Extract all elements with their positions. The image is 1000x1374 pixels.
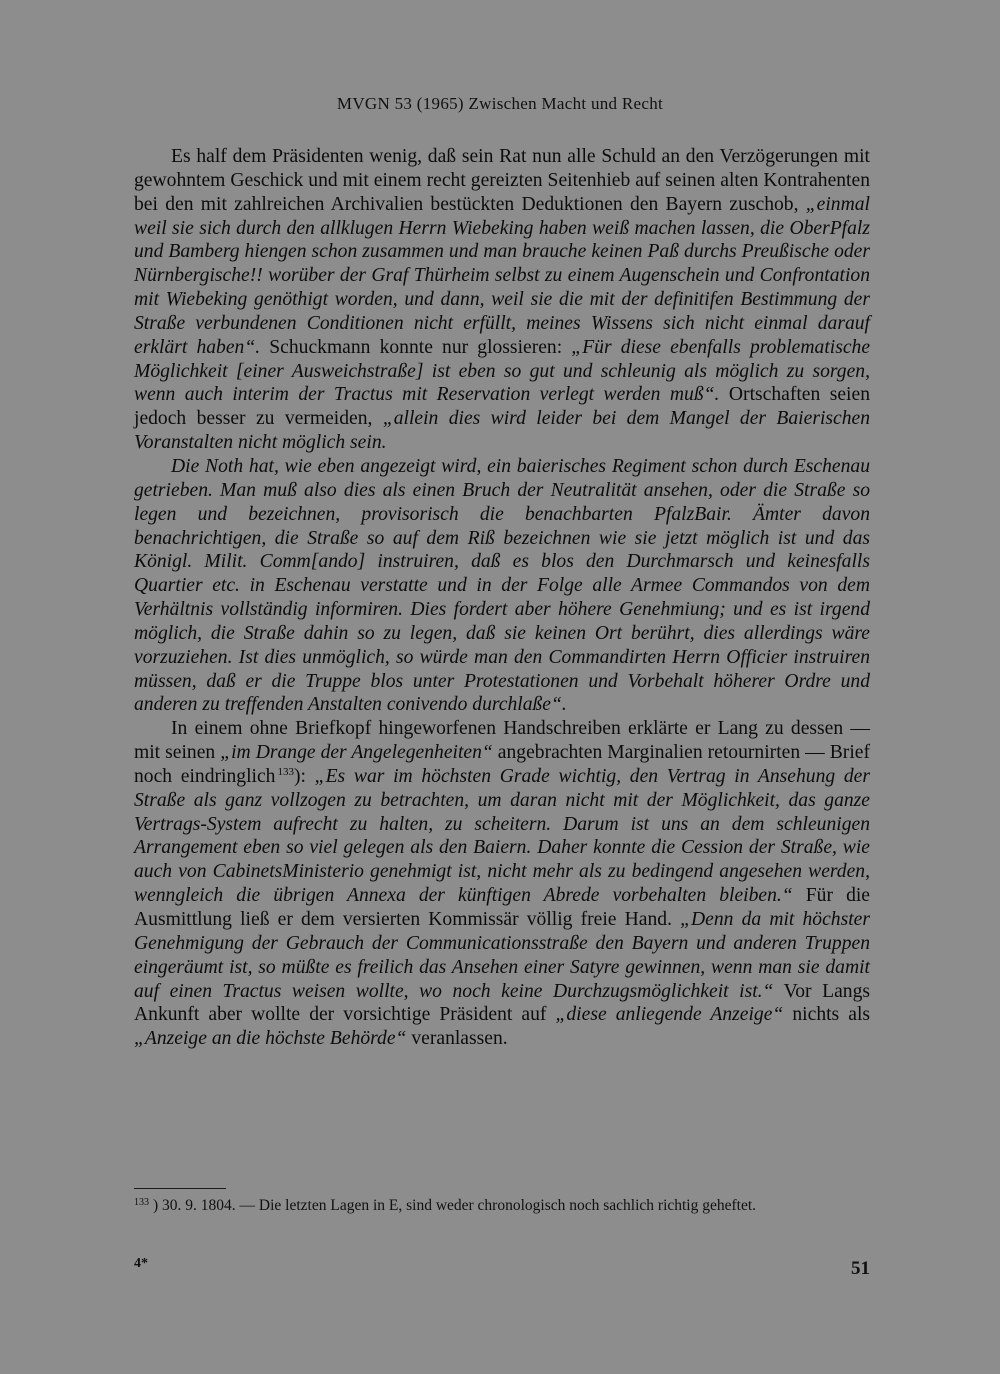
paragraph-text: angebrachten Marginalien retournirten — Brief noch eindringlich — [134, 742, 870, 787]
footnote-reference: 133 — [277, 765, 294, 778]
footnote-mark: 133 — [134, 1197, 149, 1208]
page-number: 51 — [851, 1258, 870, 1279]
paragraph-text: ): — [293, 765, 315, 787]
paragraph-text: nichts als — [783, 1004, 871, 1026]
signature-mark: 4* — [134, 1256, 148, 1271]
paragraph — [134, 455, 870, 717]
quotation-text: „Anzeige an die höchste Behörde“ — [134, 1028, 407, 1050]
paragraph-text: Es half dem Präsidenten wenig, daß sein Rat nun alle Schuld an den Verzögerungen mit gewohntem Geschick und mit einem recht gereizten Seitenhieb auf seinen alten Kontrahenten bei den mit zahlreichen Archivalien bestückten Deduktionen den Bayern zuschob, — [134, 146, 870, 215]
quotation-text: Die Noth hat, wie eben angezeigt wird, ein baierisches Regiment schon durch Eschenau getrieben. Man muß also dies als einen Bruch der Neutralität ansehen, oder die Straße so legen und bezeichnen, provisorisch die benachbarten PfalzBair. Ämter davon benachrichtigen, die Straße so auf dem Riß bezeichnen wie sie jetzt möglich ist und das Königl. Milit. Comm[ando] instruiren, daß es blos den Durchmarsch und keinesfalls Quartier etc. in Eschenau verstatte und in der Folge alle Armee Commandos von dem Verhältnis vollständig informiren. Dies fordert aber höhere Genehmiung; und es ist irgend möglich, die Straße dahin so zu legen, daß sie keinen Ort berührt, dies allerdings wäre vorzuziehen. Ist dies unmöglich, so würde man den Commandirten Herrn Officier instruiren müssen, daß er die Truppe blos unter Protestationen und Vorbehalt höherer Ordre und anderen zu treffenden Anstalten conivendo durchlaße“. — [134, 455, 870, 716]
footnote — [134, 1196, 870, 1216]
paragraph — [134, 145, 870, 455]
quotation-text: „im Drange der Angelegenheiten“ — [220, 742, 493, 764]
quotation-text: „diese anliegende Anzeige“ — [555, 1004, 784, 1026]
running-header: MVGN 53 (1965) Zwischen Macht und Recht — [336, 94, 664, 113]
quotation-text: „einmal weil sie sich durch den allklugen Herrn Wiebeking haben weiß machen lassen, die OberPfalz und Bamberg hiengen schon zusammen und man brauche keinen Paß durchs Preußische oder Nürnbergische!! worüber der Graf Thürheim selbst zu einem Augenschein und Confrontation mit Wiebeking genöthigt worden, und dann, weil sie die mit der definitifen Bestimmung der Straße verbundenen Conditionen nicht erfüllt, meines Wissens sich nicht einmal darauf erklärt haben“. — [134, 193, 870, 358]
footnote-rule — [134, 1188, 226, 1189]
footnote-text: ) 30. 9. 1804. — Die letzten Lagen in E, sind weder chronologisch noch sachlich richtig geheftet. — [153, 1197, 757, 1214]
quotation-text: „Für diese ebenfalls problematische Möglichkeit [einer Ausweichstraße] ist eben so gut und schleunig als möglich zu sorgen, wenn auch interim der Tractus mit Reservation verlegt werden muß“. — [134, 336, 871, 406]
quotation-text: „allein dies wird leider bei dem Mangel der Baierischen Voranstalten nicht möglich sein. — [134, 408, 870, 454]
paragraph-text: Für die Ausmittlung ließ er dem versierten Kommissär völlig freie Hand. — [134, 885, 871, 930]
quotation-text: „Denn da mit höchster Genehmigung der Gebrauch der Communicationsstraße den Bayern und anderen Truppen eingeräumt ist, so müßte es freilich das Ansehen einer Satyre gewinnen, wenn man sie damit auf einen Tractus weisen wollte, wo noch keine Durchzugsmöglichkeit ist.“ — [134, 909, 870, 1002]
paragraph-text: Vor Langs Ankunft aber wollte der vorsichtige Präsident auf — [134, 980, 870, 1026]
paragraph — [134, 717, 870, 1051]
paragraph-text: Ortschaften seien jedoch besser zu vermeiden, — [134, 384, 870, 430]
quotation-text: „Es war im höchsten Grade wichtig, den Vertrag in Ansehung der Straße als ganz vollzogen zu betrachten, um daran nicht mit der Möglichkeit, das ganze Vertrags-System aufrecht zu halten, zu scheitern. Darum ist uns an dem schleunigen Arrangement eben so viel gelegen als den Baiern. Daher konnte die Cession der Straße, wie auch von CabinetsMinisterio genehmigt ist, nicht mehr als zu bedingend angesehen werden, wenngleich die übrigen Annexa der künftigen Abrede vorbehalten bleiben.“ — [134, 765, 870, 907]
paragraph-text: veranlassen. — [406, 1028, 508, 1050]
paragraph-text: In einem ohne Briefkopf hingeworfenen Handschreiben erklärte er Lang zu dessen — mit seinen — [134, 718, 870, 764]
paragraph-text: Schuckmann konnte nur glossieren: — [260, 336, 572, 358]
body-text — [134, 145, 870, 1051]
footnotes — [134, 1196, 870, 1216]
